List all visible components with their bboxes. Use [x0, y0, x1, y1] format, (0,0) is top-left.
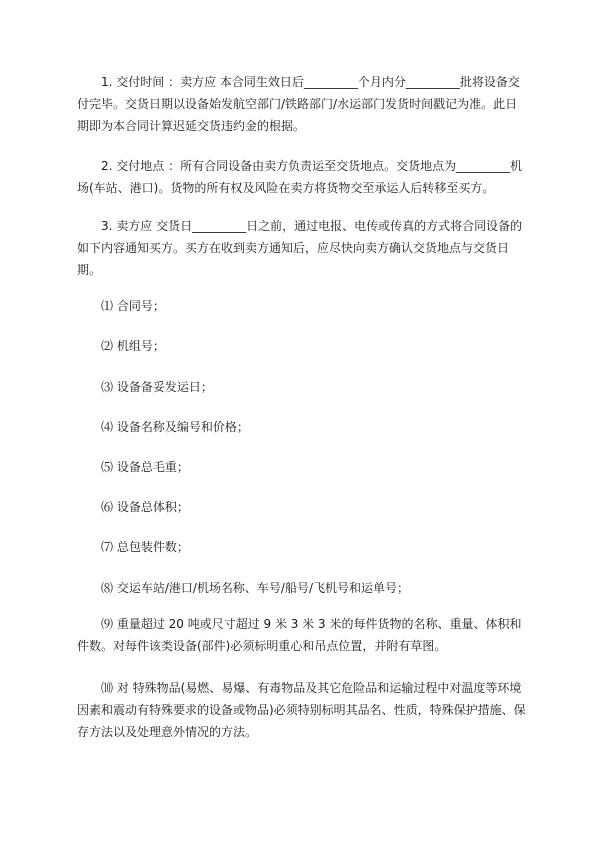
list-item-ready-date: ⑶ 设备备妥发运日；: [101, 380, 213, 394]
list-item-total-volume: ⑹ 设备总体积；: [101, 500, 189, 514]
clause-delivery-place: 2. 交付地点 ：所有合同设备由卖方负责运至交货地点。交货地点为_________机场(车站、港口)。货物的所有权及风险在卖方将货物交至承运人后转移至买方。: [77, 159, 523, 195]
list-item-special-goods: ⑽ 对 特殊物品(易燃、易爆、有毒物品及其它危险品和运输过程中对温度等环境因素和震动有特殊要求的设备或物品)必须特别标明其品名、性质，特殊保护措施、保存方法以及处理意外情况的方法。: [77, 681, 526, 739]
list-item-gross-weight: ⑸ 设备总毛重；: [101, 460, 189, 474]
list-item-contract-number: ⑴ 合同号；: [101, 299, 165, 313]
clause-delivery-notice: 3. 卖方应 交货日_________日之前，通过电报、电传或传真的方式将合同设备的如下内容通知买方。买方在收到卖方通知后，应尽快向卖方确认交货地点与交货日期。: [77, 219, 523, 277]
list-item-heavy-cargo: ⑼ 重量超过 20 吨或尺寸超过 9 米 3 米 3 米的每件货物的名称、重量、体积和件数。对每件该类设备(部件)必须标明重心和吊点位置，并附有草图。: [77, 617, 522, 653]
list-item-package-count: ⑺ 总包装件数；: [101, 540, 189, 554]
list-item-equipment-name: ⑷ 设备名称及编号和价格；: [101, 420, 249, 434]
list-item-unit-number: ⑵ 机组号；: [101, 339, 165, 353]
clause-delivery-time: 1. 交付时间 ：卖方应 本合同生效日后_________个月内分_________批将设备交付完毕。交货日期以设备始发航空部门/铁路部门/水运部门发货时间戳记为准。此日期即为本合同计算迟延交货违约金的根据。: [77, 75, 520, 133]
list-item-transport-info: ⑻ 交运车站/港口/机场名称、车号/船号/飞机号和运单号；: [101, 581, 409, 595]
